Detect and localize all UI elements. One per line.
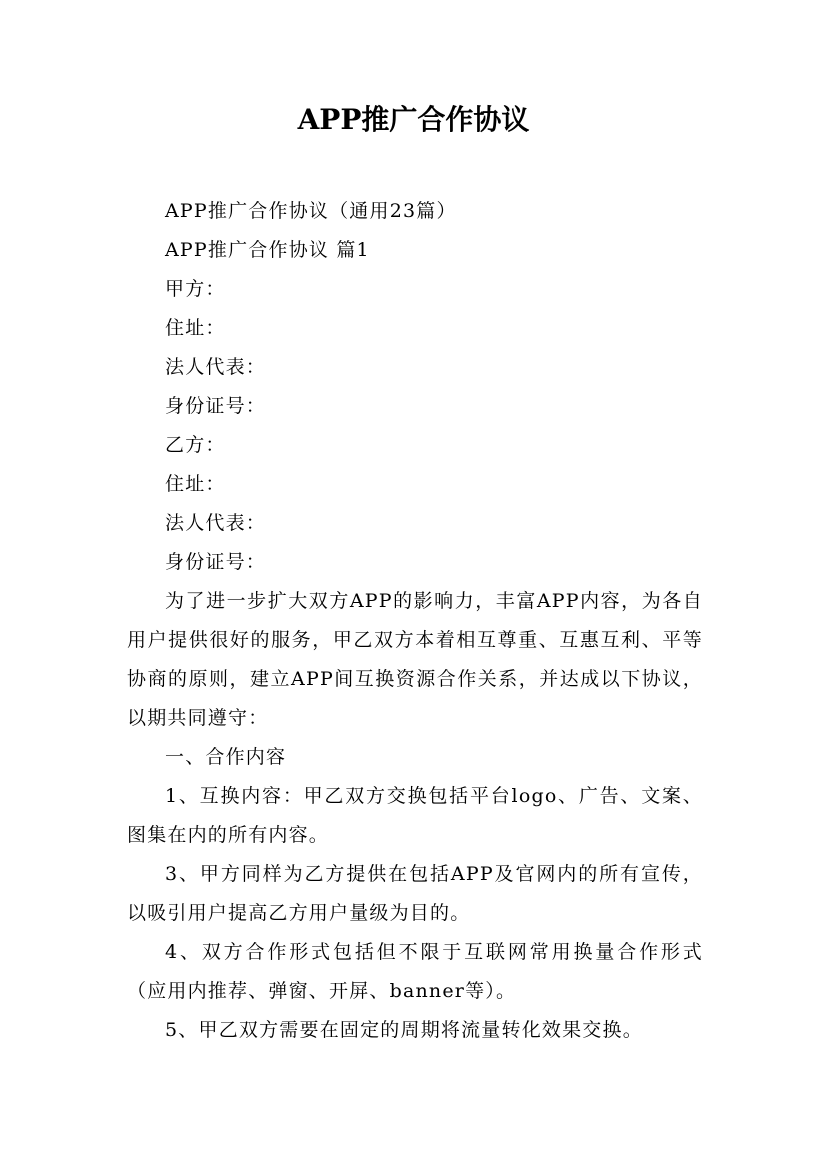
intro-paragraph: 为了进一步扩大双方APP的影响力，丰富APP内容，为各自用户提供很好的服务，甲乙双方本着相互尊重、互惠互利、平等协商的原则，建立APP间互换资源合作关系，并达成以下协议，以期共同遵守： bbox=[127, 590, 703, 729]
party-b-label: 乙方： bbox=[165, 434, 226, 456]
party-b-legal-rep: 法人代表： bbox=[165, 512, 267, 534]
document-subtitle: APP推广合作协议（通用23篇） bbox=[165, 200, 457, 222]
clause-item: 4、双方合作形式包括但不限于互联网常用换量合作形式（应用内推荐、弹窗、开屏、banner等）。 bbox=[127, 941, 703, 1002]
party-a-legal-rep: 法人代表： bbox=[165, 356, 267, 378]
section-heading: APP推广合作协议 篇1 bbox=[165, 239, 370, 261]
clause-item: 1、互换内容：甲乙双方交换包括平台logo、广告、文案、图集在内的所有内容。 bbox=[127, 785, 703, 846]
document-title: APP推广合作协议 bbox=[297, 103, 530, 136]
party-b-address: 住址： bbox=[165, 473, 226, 495]
clause-heading: 一、合作内容 bbox=[165, 746, 287, 768]
party-a-address: 住址： bbox=[165, 317, 226, 339]
party-b-id-number: 身份证号： bbox=[165, 551, 267, 573]
clause-item: 3、甲方同样为乙方提供在包括APP及官网内的所有宣传，以吸引用户提高乙方用户量级为目的。 bbox=[127, 863, 703, 924]
clause-item: 5、甲乙双方需要在固定的周期将流量转化效果交换。 bbox=[165, 1019, 643, 1041]
document-body bbox=[127, 192, 703, 1050]
party-a-label: 甲方： bbox=[165, 278, 226, 300]
party-a-id-number: 身份证号： bbox=[165, 395, 267, 417]
